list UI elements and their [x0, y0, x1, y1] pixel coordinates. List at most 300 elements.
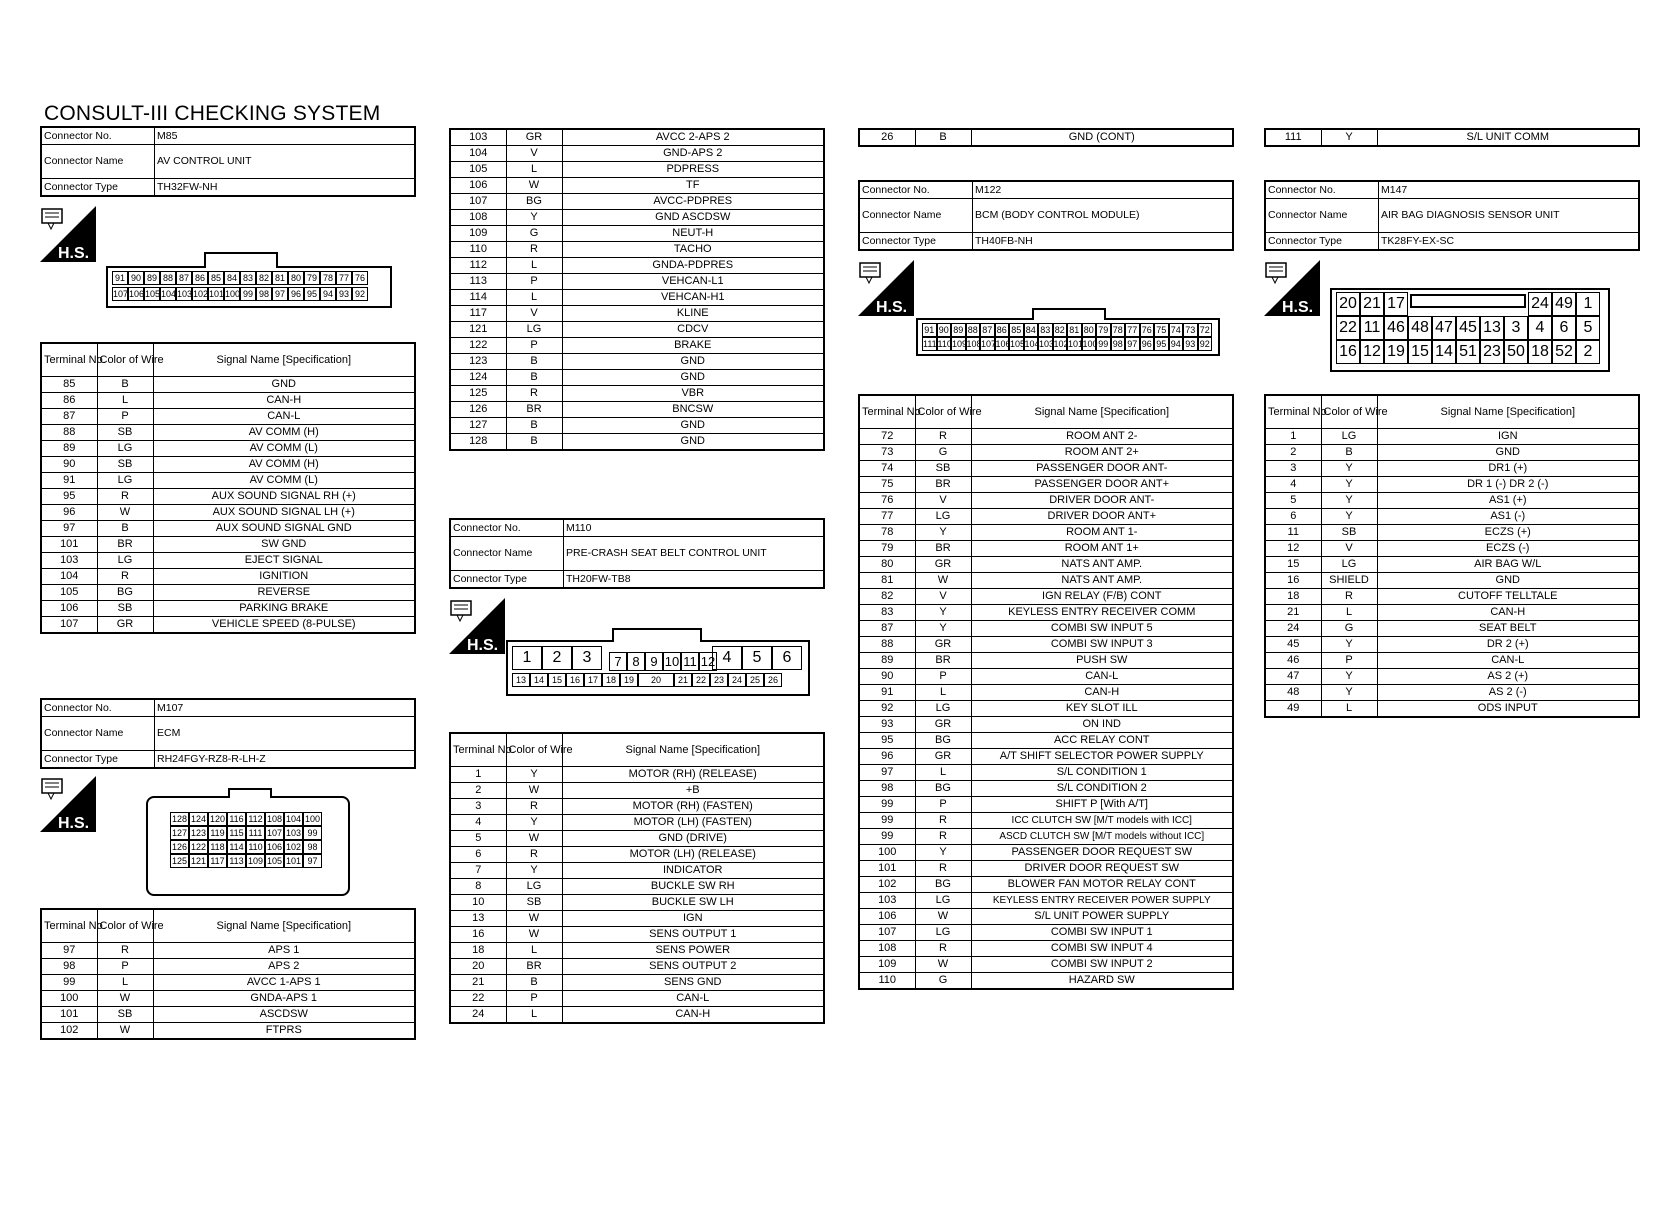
pin-row-top-left	[1336, 292, 1408, 316]
table-row	[41, 1007, 415, 1023]
pin-cell: 80	[1082, 323, 1097, 337]
signal-name: REVERSE	[153, 585, 415, 601]
connector-m107	[40, 698, 416, 769]
label-connector-type: Connector Type	[41, 179, 155, 197]
terminal-no: 108	[450, 210, 506, 226]
table-row	[41, 409, 415, 425]
terminal-no: 100	[41, 991, 97, 1007]
table-row	[859, 461, 1233, 477]
table-row	[41, 585, 415, 601]
signal-name: VEHICLE SPEED (8-PULSE)	[153, 617, 415, 634]
table-row	[1265, 477, 1639, 493]
terminal-no: 105	[41, 585, 97, 601]
connector-info-table	[449, 518, 825, 589]
pin-cell: 11	[1360, 316, 1384, 340]
pin-cell: 123	[190, 828, 207, 838]
wire-color: Y	[506, 863, 562, 879]
terminal-no: 92	[859, 701, 915, 717]
pin-cell: 83	[240, 271, 256, 285]
pin-cell: 92	[1198, 337, 1213, 351]
table-row	[859, 509, 1233, 525]
table-row	[859, 557, 1233, 573]
connector-type-value: TH32FW-NH	[155, 179, 416, 197]
signal-name: SHIFT P [With A/T]	[971, 797, 1233, 813]
pin-cell: 88	[966, 323, 981, 337]
signal-name: GND	[153, 377, 415, 393]
wire-color: P	[97, 959, 153, 975]
connector-latch	[1032, 308, 1106, 320]
pin-cell: 99	[303, 826, 322, 840]
wire-color: P	[97, 409, 153, 425]
wire-color: LG	[97, 441, 153, 457]
pin-cell: 82	[256, 271, 272, 285]
page-title: CONSULT-III CHECKING SYSTEM	[44, 102, 381, 125]
terminal-no: 2	[1265, 445, 1321, 461]
terminal-no: 4	[450, 815, 506, 831]
pin-cell: 119	[208, 826, 227, 840]
terminal-no: 98	[41, 959, 97, 975]
terminal-no: 121	[450, 322, 506, 338]
pin-row-bottom	[512, 673, 782, 687]
signal-name: DR1 (+)	[1377, 461, 1639, 477]
terminal-no: 15	[1265, 557, 1321, 573]
terminal-no: 4	[1265, 477, 1321, 493]
signal-name: KEY SLOT ILL	[971, 701, 1233, 717]
label-connector-name: Connector Name	[859, 199, 973, 233]
table-row	[450, 402, 824, 418]
pin-cell: 106	[129, 289, 145, 299]
wire-color: BG	[915, 877, 971, 893]
pin-cell: 46	[1384, 316, 1408, 340]
wire-color: L	[506, 162, 562, 178]
pin-cell: 3	[572, 646, 602, 670]
pin-cell: 85	[208, 271, 224, 285]
wire-color: B	[506, 370, 562, 386]
connector-m122	[858, 180, 1234, 251]
wire-color: BR	[97, 537, 153, 553]
pin-cell: 100	[225, 289, 241, 299]
terminal-no: 99	[859, 797, 915, 813]
signal-name: BLOWER FAN MOTOR RELAY CONT	[971, 877, 1233, 893]
signal-name: SEAT BELT	[1377, 621, 1639, 637]
table-row	[450, 799, 824, 815]
wire-color: Y	[1321, 669, 1377, 685]
wire-color: SB	[97, 425, 153, 441]
pin-cell: 107	[266, 828, 283, 838]
table-row	[450, 322, 824, 338]
connector-m85	[40, 126, 416, 197]
terminal-table-m85	[40, 342, 416, 634]
table-row	[450, 783, 824, 799]
signal-name: BRAKE	[562, 338, 824, 354]
terminal-no: 109	[450, 226, 506, 242]
terminal-no: 3	[450, 799, 506, 815]
pin-cell: 77	[336, 271, 352, 285]
pin-cell: 103	[285, 828, 302, 838]
terminal-table-m147	[1264, 394, 1640, 718]
wire-color: BG	[506, 194, 562, 210]
terminal-no: 96	[41, 505, 97, 521]
signal-name: S/L CONDITION 2	[971, 781, 1233, 797]
signal-name: BUCKLE SW RH	[562, 879, 824, 895]
signal-name: AS1 (+)	[1377, 493, 1639, 509]
table-row	[450, 895, 824, 911]
table-row	[41, 393, 415, 409]
pin-cell: 22	[692, 673, 710, 687]
wire-color: W	[506, 927, 562, 943]
connector-m107-face	[146, 796, 350, 896]
table-row	[450, 767, 824, 783]
table-row	[1265, 541, 1639, 557]
terminal-no: 96	[859, 749, 915, 765]
pin-cell: 109	[247, 856, 264, 866]
connector-m147	[1264, 180, 1640, 251]
pin-cell: 81	[1067, 323, 1082, 337]
pin-cell: 96	[288, 287, 304, 301]
wire-color: GR	[506, 129, 562, 146]
signal-name: COMBI SW INPUT 3	[971, 637, 1233, 653]
pin-cell: 1	[512, 646, 542, 670]
pin-cell: 95	[1154, 337, 1169, 351]
terminal-no: 125	[450, 386, 506, 402]
pin-cell: 110	[246, 840, 265, 854]
connector-name-value: BCM (BODY CONTROL MODULE)	[973, 199, 1234, 233]
signal-name: ACC RELAY CONT	[971, 733, 1233, 749]
terminal-table-m122	[858, 394, 1234, 990]
wire-color: BG	[915, 733, 971, 749]
signal-name: IGN RELAY (F/B) CONT	[971, 589, 1233, 605]
pin-row-top	[112, 271, 368, 285]
signal-name: AUX SOUND SIGNAL RH (+)	[153, 489, 415, 505]
signal-name: DRIVER DOOR ANT+	[971, 509, 1233, 525]
terminal-no: 128	[450, 434, 506, 451]
pin-cell: 106	[266, 842, 283, 852]
pin-cell: 87	[176, 271, 192, 285]
terminal-no: 126	[450, 402, 506, 418]
table-row	[41, 457, 415, 473]
pin-cell: 84	[1024, 323, 1039, 337]
connector-type-value: RH24FGY-RZ8-R-LH-Z	[155, 751, 416, 769]
pin-cell: 77	[1125, 323, 1140, 337]
table-row	[450, 306, 824, 322]
connector-latch	[228, 788, 272, 798]
terminal-table-m110	[449, 732, 825, 1024]
table-row	[859, 589, 1233, 605]
pin-cell: 81	[272, 271, 288, 285]
signal-name: AS 2 (-)	[1377, 685, 1639, 701]
pin-row-bottom	[112, 287, 368, 301]
pin-cell: 95	[304, 287, 320, 301]
table-row	[859, 445, 1233, 461]
signal-name: GND	[562, 370, 824, 386]
signal-name: COMBI SW INPUT 4	[971, 941, 1233, 957]
wire-color: P	[915, 797, 971, 813]
pin-cell: 16	[566, 673, 584, 687]
table-row	[859, 829, 1233, 845]
pin-row-top-left	[512, 646, 602, 670]
terminal-no: 13	[450, 911, 506, 927]
wire-color: V	[506, 306, 562, 322]
pin-cell: 102	[285, 842, 302, 852]
table-row	[41, 553, 415, 569]
table-row	[1265, 509, 1639, 525]
terminal-no: 97	[41, 943, 97, 959]
pin-cell: 90	[128, 271, 144, 285]
pin-cell: 14	[1432, 340, 1456, 364]
signal-name: ROOM ANT 2+	[971, 445, 1233, 461]
signal-name: CAN-L	[153, 409, 415, 425]
terminal-no: 78	[859, 525, 915, 541]
signal-name: ROOM ANT 2-	[971, 429, 1233, 445]
table-row	[450, 418, 824, 434]
signal-name: NATS ANT AMP.	[971, 573, 1233, 589]
pin-cell: 47	[1432, 316, 1456, 340]
signal-name: IGN	[562, 911, 824, 927]
wire-color: B	[1321, 445, 1377, 461]
pin-cell: 72	[1198, 323, 1213, 337]
pin-cell: 115	[227, 826, 246, 840]
pin-cell: 91	[112, 271, 128, 285]
table-row	[450, 242, 824, 258]
terminal-no: 73	[859, 445, 915, 461]
signal-name: GND	[1377, 573, 1639, 589]
header-color: Color of Wire	[97, 909, 153, 943]
pin-cell: 106	[995, 339, 1011, 349]
terminal-no: 21	[1265, 605, 1321, 621]
pin-cell: 11	[681, 652, 699, 671]
connector-info-table	[40, 698, 416, 769]
terminal-no: 75	[859, 477, 915, 493]
connector-name-value: PRE-CRASH SEAT BELT CONTROL UNIT	[564, 537, 825, 571]
pin-cell: 4	[1528, 316, 1552, 340]
wire-color: G	[506, 226, 562, 242]
table-row	[859, 669, 1233, 685]
table-row	[450, 258, 824, 274]
pin-cell: 97	[303, 854, 322, 868]
wire-color: LG	[97, 473, 153, 489]
terminal-no: 89	[859, 653, 915, 669]
terminal-no: 89	[41, 441, 97, 457]
pin-cell: 23	[1480, 340, 1504, 364]
pin-cell: 13	[512, 673, 530, 687]
label-connector-no: Connector No.	[1265, 181, 1379, 199]
terminal-no: 85	[41, 377, 97, 393]
hs-label: H.S.	[876, 299, 908, 316]
signal-name: PASSENGER DOOR ANT+	[971, 477, 1233, 493]
terminal-no: 47	[1265, 669, 1321, 685]
terminal-no: 103	[859, 893, 915, 909]
pin-cell: 109	[952, 339, 968, 349]
signal-name: CAN-L	[1377, 653, 1639, 669]
pin-cell: 18	[602, 673, 620, 687]
wire-color: R	[506, 847, 562, 863]
table-row	[450, 178, 824, 194]
pin-grid	[170, 812, 322, 868]
wire-color: P	[1321, 653, 1377, 669]
pin-cell: 52	[1552, 340, 1576, 364]
pin-cell: 5	[742, 646, 772, 670]
terminal-no: 86	[41, 393, 97, 409]
table-row	[859, 637, 1233, 653]
wire-color: P	[506, 338, 562, 354]
pin-cell: 6	[1552, 316, 1576, 340]
table-row	[450, 290, 824, 306]
pin-cell: 3	[1504, 316, 1528, 340]
terminal-no: 46	[1265, 653, 1321, 669]
table-row	[450, 210, 824, 226]
wire-color: L	[915, 685, 971, 701]
terminal-no: 106	[41, 601, 97, 617]
label-connector-name: Connector Name	[450, 537, 564, 571]
pin-cell: 83	[1038, 323, 1053, 337]
header-terminal: Terminal No.	[41, 343, 97, 377]
table-row	[41, 943, 415, 959]
table-row	[859, 845, 1233, 861]
wire-color: L	[97, 393, 153, 409]
terminal-no: 49	[1265, 701, 1321, 718]
table-row	[41, 425, 415, 441]
signal-name: SENS POWER	[562, 943, 824, 959]
wire-color: L	[506, 1007, 562, 1024]
table-row	[41, 537, 415, 553]
terminal-no: 83	[859, 605, 915, 621]
pin-cell: 125	[171, 856, 188, 866]
terminal-no: 108	[859, 941, 915, 957]
connector-m147-face	[1330, 288, 1610, 372]
terminal-no: 93	[859, 717, 915, 733]
signal-name: INDICATOR	[562, 863, 824, 879]
connector-m110-face	[506, 640, 810, 696]
signal-name: ICC CLUTCH SW [M/T models with ICC]	[971, 813, 1233, 829]
header-terminal: Terminal No.	[859, 395, 915, 429]
wire-color: R	[915, 861, 971, 877]
wire-color: R	[915, 813, 971, 829]
terminal-table-m107	[40, 908, 416, 1040]
table-row	[41, 991, 415, 1007]
wire-color: SB	[97, 601, 153, 617]
wire-color: GR	[915, 717, 971, 733]
terminal-no: 88	[859, 637, 915, 653]
terminal-no: 6	[1265, 509, 1321, 525]
wire-color: GR	[915, 637, 971, 653]
signal-name: COMBI SW INPUT 1	[971, 925, 1233, 941]
pin-cell: 104	[161, 289, 177, 299]
pin-cell: 110	[937, 339, 952, 349]
wire-color: LG	[506, 322, 562, 338]
table-row	[859, 941, 1233, 957]
connector-name-value: ECM	[155, 717, 416, 751]
terminal-no: 98	[859, 781, 915, 797]
terminal-no: 122	[450, 338, 506, 354]
signal-name: CAN-L	[971, 669, 1233, 685]
table-row	[1265, 605, 1639, 621]
hs-harness-side-icon	[40, 206, 96, 262]
pin-cell: 108	[266, 814, 283, 824]
connector-type-value: TH20FW-TB8	[564, 571, 825, 589]
pin-cell: 19	[620, 673, 638, 687]
pin-cell: 18	[1528, 340, 1552, 364]
pin-cell: 92	[352, 287, 368, 301]
wire-color: B	[97, 377, 153, 393]
header-color: Color of Wire	[97, 343, 153, 377]
wire-color: Y	[915, 845, 971, 861]
pin-cell: 15	[548, 673, 566, 687]
table-row	[1265, 685, 1639, 701]
wire-color: G	[915, 445, 971, 461]
table-row	[859, 973, 1233, 990]
signal-name: AS1 (-)	[1377, 509, 1639, 525]
pin-cell: 50	[1504, 340, 1528, 364]
pin-cell: 86	[192, 271, 208, 285]
pin-cell: 25	[746, 673, 764, 687]
table-row	[41, 473, 415, 489]
label-connector-no: Connector No.	[41, 699, 155, 717]
terminal-no: 79	[859, 541, 915, 557]
header-signal: Signal Name [Specification]	[971, 395, 1233, 429]
signal-name: GND (CONT)	[971, 129, 1233, 146]
pin-cell: 82	[1053, 323, 1068, 337]
table-row	[41, 489, 415, 505]
pin-cell: 105	[1010, 339, 1026, 349]
pin-cell: 12	[700, 654, 716, 669]
connector-latch	[612, 628, 702, 642]
wire-color: Y	[506, 210, 562, 226]
wire-color: R	[915, 941, 971, 957]
signal-name: MOTOR (RH) (RELEASE)	[562, 767, 824, 783]
terminal-no: 8	[450, 879, 506, 895]
signal-name: ECZS (+)	[1377, 525, 1639, 541]
pin-cell: 24	[728, 673, 746, 687]
signal-name: CAN-H	[562, 1007, 824, 1024]
signal-name: CAN-H	[971, 685, 1233, 701]
wire-color: BR	[915, 541, 971, 557]
terminal-no: 24	[450, 1007, 506, 1024]
signal-name: SW GND	[153, 537, 415, 553]
label-connector-type: Connector Type	[41, 751, 155, 769]
wire-color: Y	[915, 605, 971, 621]
pin-row-middle	[1336, 316, 1600, 340]
table-row	[41, 975, 415, 991]
table-row	[859, 717, 1233, 733]
wire-color: V	[915, 493, 971, 509]
signal-name: GND (DRIVE)	[562, 831, 824, 847]
wire-color: W	[506, 831, 562, 847]
wire-color: SB	[915, 461, 971, 477]
pin-cell: 102	[193, 289, 209, 299]
hs-harness-side-icon	[449, 598, 505, 654]
pin-cell: 96	[1140, 337, 1155, 351]
wire-color: Y	[1321, 509, 1377, 525]
terminal-no: 20	[450, 959, 506, 975]
signal-name: SENS OUTPUT 2	[562, 959, 824, 975]
signal-name: KEYLESS ENTRY RECEIVER POWER SUPPLY	[971, 893, 1233, 909]
pin-cell: 26	[764, 673, 782, 687]
table-row	[41, 441, 415, 457]
terminal-no: 104	[450, 146, 506, 162]
terminal-no: 114	[450, 290, 506, 306]
signal-name: A/T SHIFT SELECTOR POWER SUPPLY	[971, 749, 1233, 765]
terminal-no: 112	[450, 258, 506, 274]
signal-name: NATS ANT AMP.	[971, 557, 1233, 573]
pin-cell: 118	[208, 840, 227, 854]
pin-cell: 120	[209, 814, 226, 824]
connector-no-value: M110	[564, 519, 825, 537]
signal-name: +B	[562, 783, 824, 799]
table-row	[450, 927, 824, 943]
signal-name: GND ASCDSW	[562, 210, 824, 226]
signal-name: GND-APS 2	[562, 146, 824, 162]
wire-color: P	[915, 669, 971, 685]
